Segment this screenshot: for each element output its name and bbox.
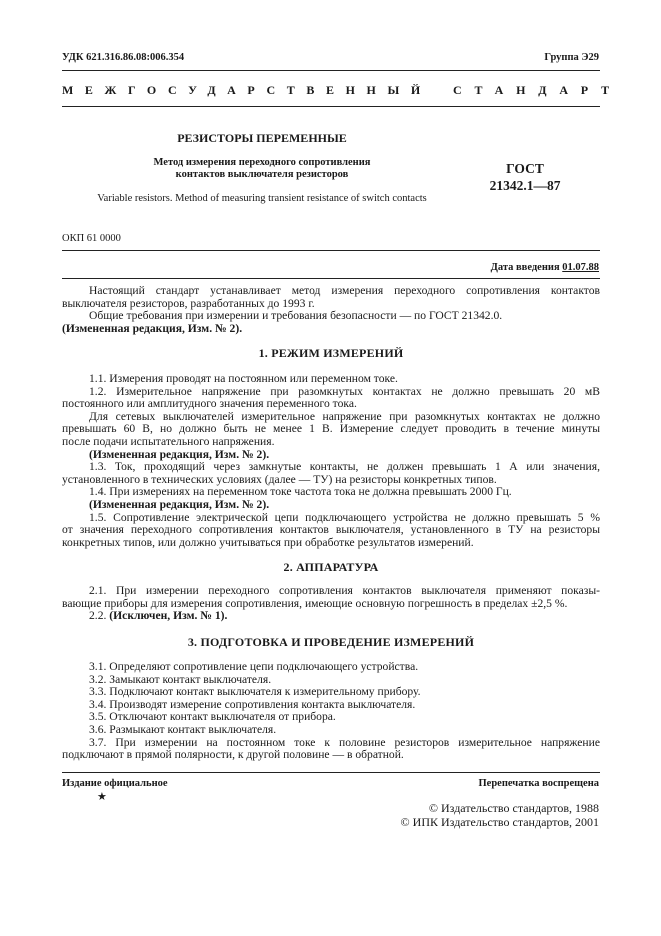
udk-code: УДК 621.316.86.08:006.354: [62, 52, 185, 63]
s1-net-line3: после подачи испытательного напряжения.: [62, 434, 275, 448]
s1-p1-5-line1: 1.5. Сопротивление электрической цепи подключающего устройства не должно превышать 5 %: [89, 510, 600, 524]
copyright-1988: © Издательство стандартов, 1988: [428, 801, 599, 815]
s1-p1-4: 1.4. При измерениях на переменном токе частота тока не должна превышать 2000 Гц.: [89, 485, 512, 499]
gost-number: 21342.1—87: [489, 178, 561, 193]
s3-p3-3: 3.3. Подключают контакт выключателя к измерительному прибору.: [89, 685, 421, 699]
section1-heading: 1. РЕЖИМ ИЗМЕРЕНИЙ: [258, 346, 404, 360]
doc-subtitle-1: Метод измерения переходного сопротивления: [153, 157, 371, 168]
section1-body: [62, 373, 600, 549]
s1-p1-2-line2: постоянного или амплитудного значения переменного тока.: [62, 397, 357, 411]
s1-net-line2: превышать 60 В, но должно быть не менее 1 В. Измерение следует проводить в течение минуты: [62, 422, 600, 436]
okp-rule: [62, 250, 600, 251]
s1-p1-1: 1.1. Измерения проводят на постоянном или переменном токе.: [89, 372, 398, 385]
s2-p2-1-line2: вающие приборы для измерения сопротивления, имеющие основную погрешность в пределах ±2,5 %.: [62, 596, 568, 610]
gost-label: ГОСТ: [506, 161, 544, 176]
banner-rule: [62, 106, 600, 107]
s1-p1-3-line1: 1.3. Ток, проходящий через замкнутые контакты, не должен превышать 1 А или значения,: [89, 460, 600, 474]
date-rule: [62, 278, 600, 279]
header-rule: [62, 70, 600, 71]
standard-banner-left: МЕЖГОСУДАРСТВЕННЫЙ: [62, 83, 432, 97]
s1-amend-b: (Измененная редакция, Изм. № 2).: [89, 497, 270, 511]
s2-p2-2-num: 2.2.: [89, 609, 107, 623]
s2-p2-1-line1: 2.1. При измерении переходного сопротивления контактов выключателя применяют показы-: [89, 584, 600, 597]
intro-amend: (Измененная редакция, Изм. № 2).: [62, 321, 243, 335]
s3-p3-1: 3.1. Определяют сопротивление цепи подключающего устройства.: [89, 660, 419, 673]
s1-p1-3-line2: установленного в технических условиях (далее — ТУ) на резисторы конкретных типов.: [62, 472, 497, 486]
s3-p3-5: 3.5. Отключают контакт выключателя от прибора.: [89, 710, 336, 724]
intro-text: [62, 285, 600, 335]
s2-p2-2: [62, 610, 600, 623]
doc-title: РЕЗИСТОРЫ ПЕРЕМЕННЫЕ: [177, 131, 347, 145]
s3-p3-7-line1: 3.7. При измерении на постоянном токе к половине резисторов измерительное напряжение: [89, 735, 600, 749]
s3-p3-6: 3.6. Размыкают контакт выключателя.: [89, 722, 277, 736]
official-edition: Издание официальное: [62, 778, 168, 789]
s1-p1-5-line3: конкретных типов, или должно учитываться при обработке результатов измерений.: [62, 535, 474, 549]
okp-code: ОКП 61 0000: [62, 233, 121, 244]
s2-p2-2-text: (Исключен, Изм. № 1).: [109, 609, 228, 623]
s3-p3-7-line2: подключают в прямой полярности, к другой половине — в обратной.: [62, 748, 404, 762]
s1-amend-a: (Измененная редакция, Изм. № 2).: [89, 447, 270, 461]
standard-banner-right: СТАНДАРТ: [453, 83, 622, 97]
section2-body: [62, 585, 600, 623]
star-icon: ★: [97, 791, 107, 803]
intro-date-value: 01.07.88: [562, 262, 599, 273]
reprint-notice: Перепечатка воспрещена: [478, 778, 599, 789]
english-title: Variable resistors. Method of measuring transient resistance of switch contacts: [97, 193, 427, 204]
intro-date: [491, 262, 599, 273]
intro-p2: Общие требования при измерении и требования безопасности — по ГОСТ 21342.0.: [89, 309, 503, 323]
doc-subtitle-2: контактов выключателя резисторов: [175, 169, 349, 180]
section3-body: [62, 661, 600, 762]
s3-p3-4: 3.4. Производят измерение сопротивления контакта выключателя.: [89, 697, 416, 711]
footer-rule: [62, 772, 600, 773]
section3-heading: 3. ПОДГОТОВКА И ПРОВЕДЕНИЕ ИЗМЕРЕНИЙ: [187, 635, 475, 649]
copyright-2001: © ИПК Издательство стандартов, 2001: [400, 815, 599, 829]
section2-heading: 2. АППАРАТУРА: [283, 560, 379, 574]
intro-date-label: Дата введения: [490, 262, 560, 273]
intro-p1-line1: Настоящий стандарт устанавливает метод измерения переходного сопротивления контактов: [89, 284, 600, 297]
intro-p1-line2: выключателя резисторов, разработанных до 1993 г.: [62, 296, 315, 310]
s3-p3-2: 3.2. Замыкают контакт выключателя.: [89, 672, 272, 686]
group-code: Группа Э29: [544, 52, 599, 63]
s1-p1-2-line1: 1.2. Измерительное напряжение при разомкнутых контактах не должно превышать 20 мВ: [89, 384, 600, 398]
s1-net-line1: Для сетевых выключателей измерительное напряжение при разомкнутых контактах не должно: [89, 409, 600, 423]
s1-p1-5-line2: от значения переходного сопротивления контактов выключателя, установленного в ТУ на резисторы: [62, 523, 600, 537]
